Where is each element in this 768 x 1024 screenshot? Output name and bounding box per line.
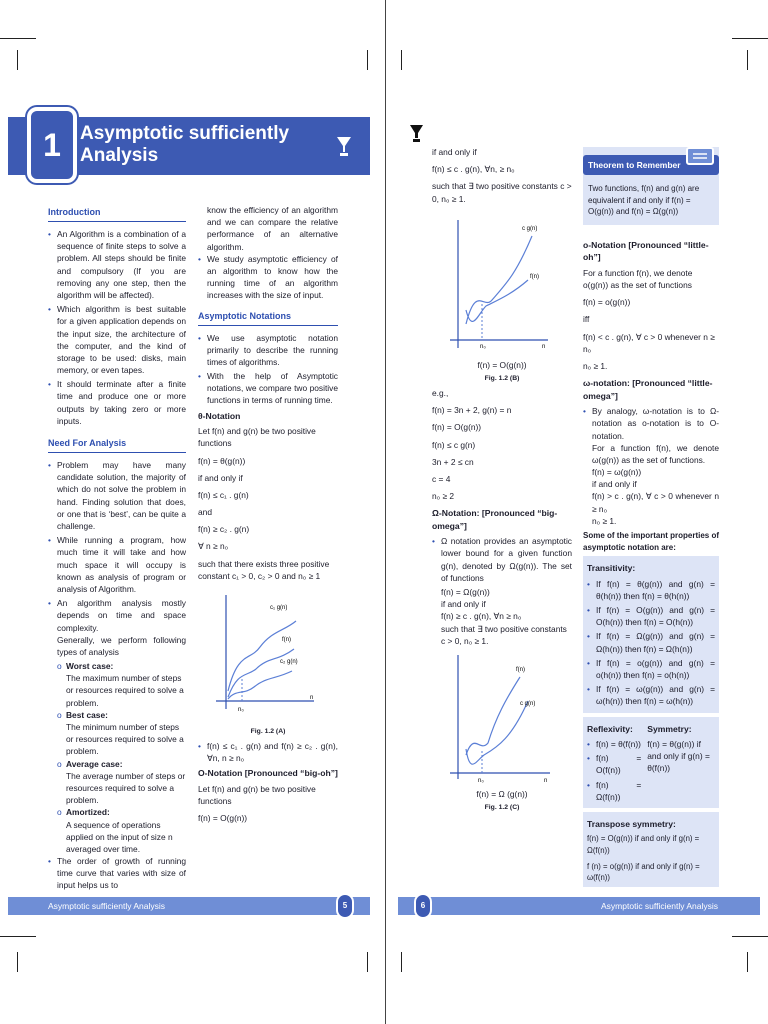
transitivity-box [583,556,719,712]
case-text: The average number of steps or resources required to solve a problem. [66,770,186,806]
list-item: • If f(n) = ω(g(n)) and g(n) = ω(h(n)) then f(n) = ω(h(n)) [596,683,715,707]
continued-text: know the efficiency of an algorithm and we can compare the relative performance of an alternative algorithm. [207,205,338,252]
note-icon [686,147,714,165]
list-item: • If f(n) = O(g(n)) and g(n) = O(h(n)) then f(n) = O(h(n)) [596,604,715,628]
notations-list [198,332,338,407]
case-best: o Best case: The minimum number of steps or resources required to solve a problem. [48,709,186,758]
label-fn: f(n) [516,666,525,673]
label-fn: f(n) [282,637,291,643]
page5-left-column [48,204,186,891]
figure-caption: Fig. 1.2 (B) [484,375,520,383]
label-n: n [544,777,548,784]
symmetry-text: f(n) = θ(g(n)) if and only if g(n) = θ(f(n)) [647,738,710,774]
list-item: • An Algorithm is a combination of a sequence of finite steps to solve a problem. All steps should be finite and compulsory (If you are removing any one step, then the algorithm will be affected). [57,228,186,301]
list-item: • We use asymptotic notation primarily to describe the running times of algorithms. [207,332,338,369]
list-item: • With the help of Asymptotic notations, we compare two positive functions in terms of running time. [207,370,338,407]
list-item [592,405,719,527]
little-omega-line: if and only if [592,479,637,490]
page6-right-column [583,236,720,883]
case-title: Worst case: [66,661,114,672]
omega-line: f(n) ≥ c . g(n), ∀n ≥ n₀ [441,611,522,622]
theta-line: ∀ n ≥ n₀ [198,541,229,552]
intro-heading: Introduction [48,206,186,222]
little-omega-line: For a function f(n), we denote ω(g(n)) as the set of functions. [592,442,719,465]
oh-line: Let f(n) and g(n) be two positive functions [198,783,316,807]
transpose-box [583,812,719,887]
case-title: Amortized: [66,807,110,818]
little-omega-line: f(n) = ω(g(n)) [592,467,642,478]
reflexivity-heading: Reflexivity: [587,723,633,734]
figure-big-omega [432,651,572,783]
case-title: Best case: [66,709,108,720]
list-item: • If f(n) = θ(g(n)) and g(n) = θ(h(n)) then f(n) = θ(h(n)) [596,578,715,602]
transpose-heading: Transpose symmetry: [587,818,676,829]
little-omega-line: f(n) > c . g(n), ∀ c > 0 whenever n ≥ n₀ [592,491,719,514]
transitivity-heading: Transitivity: [587,563,636,574]
study-list [198,253,338,302]
analysis-types-text: Generally, we perform following types of analysis [57,634,186,657]
omega-lines [432,586,572,647]
list-item: • It should terminate after a finite time and produce one or more outputs by taking zero or more inputs. [57,378,186,427]
reflexivity-group [587,720,641,805]
footer-title: Asymptotic sufficiently Analysis [48,901,165,911]
case-text: The maximum number of steps or resources required to solve a problem. [66,673,184,708]
page-number: 5 [336,893,354,919]
transitivity-list [587,578,715,708]
littleo-line: iff [583,314,590,325]
label-cg: c g(n) [520,700,536,707]
page6-left-column [432,146,572,878]
footer-title: Asymptotic sufficiently Analysis [601,901,718,911]
omega-list [432,535,572,584]
list-item: • f(n) ≤ c₁ . g(n) and f(n) ≥ c₂ . g(n), ∀n, n ≥ n₀ [207,740,338,764]
chapter-title [80,123,320,167]
list-item: • We study asymptotic efficiency of an algorithm to know how the running time of an algorithm increases with the size of input. [207,253,338,302]
figure-formula: f(n) = O(g(n)) [477,359,527,370]
theorem-title: Theorem to Remember [583,155,719,175]
label-n0: n₀ [478,777,484,784]
list-item: • The order of growth of running time curve that varies with size of input helps us to [57,855,186,892]
oh-cont-line: f(n) ≤ c . g(n), ∀n, ≥ n₀ [432,164,515,175]
case-average: o Average case: The average number of steps or resources required to solve a problem. [57,758,186,806]
theta-line: f(n) ≤ c₁ . g(n) [198,489,249,500]
transpose-line: f (n) = o(g(n)) if and only if g(n) = ω(f(n)) [587,861,700,883]
reflexivity-list [587,738,641,803]
transpose-line: f(n) = O(g(n)) if and only if g(n) = Ω(f(n)) [587,834,700,855]
example-line: f(n) = 3n + 2, g(n) = n [432,405,512,416]
chapter-title-line1: Asymptotic sufficiently [80,123,290,144]
funnel-icon [336,136,352,158]
need-heading: Need For Analysis [48,437,186,453]
figure-big-oh [432,214,572,354]
label-c2g: c₂ g(n) [280,659,298,665]
big-omega-heading: Ω-Notation: [Pronounced “big-omega”] [432,508,558,531]
list-item: • While running a program, how much time it will take and how much space it will occupy is known as analysis of program or analysis of Algorithm. [57,534,186,595]
list-item: • f(n) = Ω(f(n)) [596,779,641,803]
example-line: f(n) ≤ c g(n) [432,439,476,450]
label-n0: n₀ [238,707,244,713]
chapter-title-line2: Analysis [80,144,159,166]
list-item: • If f(n) = Ω(g(n)) and g(n) = Ω(h(n)) then f(n) = Ω(h(n)) [596,630,715,654]
oh-cont-line: such that ∃ two positive constants c > 0, n₀ ≥ 1. [432,181,572,204]
symmetry-group [647,720,715,805]
little-oh-heading: o-Notation [Pronounced “little-oh”] [583,240,709,263]
theta-line: if and only if [198,472,243,483]
list-item: • Ω notation provides an asymptotic lower bound for a given function g(n), denoted by Ω(g(n)). The set of functions [441,535,572,584]
page-number: 6 [414,893,432,919]
list-item [57,597,186,658]
growth-list [48,855,186,892]
list-item: • Problem may have many candidate solution, the majority of which do not solve the problem in hand. Finding solution that does, or one that is ‘best’, can be quite a challenge. [57,459,186,532]
figure-theta [198,591,338,719]
omega-line: if and only if [441,599,486,610]
little-omega-line: n₀ ≥ 1. [592,515,617,526]
example-line: c = 4 [432,473,451,484]
theta-heading: θ-Notation [198,410,241,421]
case-text: A sequence of operations applied on the input of size n averaged over time. [66,819,173,854]
footer-page6 [398,897,760,915]
littleo-line: f(n) = o(g(n)) [583,297,631,308]
little-omega-heading: ω-notation: [Pronounced “little-omega”] [583,378,713,401]
omega-line: f(n) = Ω(g(n)) [441,586,490,597]
list-item: • If f(n) = o(g(n)) and g(n) = o(h(n)) then f(n) = o(h(n)) [596,657,715,681]
littleo-line: f(n) < c . g(n), ∀ c > 0 whenever n ≥ n₀ [583,331,715,354]
example-line: n₀ ≥ 2 [432,491,455,502]
label-cg: c g(n) [522,225,538,232]
theta-line: and [198,507,212,518]
example-line: e.g., [432,387,449,398]
label-fn: f(n) [530,273,539,280]
oh-cont-line: if and only if [432,147,477,157]
figure-formula: f(n) = Ω (g(n)) [476,789,528,800]
label-n0: n₀ [480,343,486,350]
label-c1g: c₁ g(n) [270,605,288,611]
theta-line: f(n) ≥ c₂ . g(n) [198,524,250,535]
properties-heading: Some of the important properties of asymptotic notation are: [583,531,720,552]
footer-page5 [8,897,370,915]
example-line: f(n) = O(g(n)) [432,422,482,433]
funnel-icon-page6 [410,124,424,144]
page5-right-column [198,204,338,876]
reflexivity-symmetry-box [583,717,719,808]
littleo-line: For a function f(n), we denote o(g(n)) as the set of functions [583,267,693,291]
omega-line: such that ∃ two positive constants c > 0, n₀ ≥ 1. [441,623,567,646]
notations-heading: Asymptotic Notations [198,310,338,326]
list-item: • Which algorithm is best suitable for a given application depends on the input size, the architecture of the computer, and the kind of storage to be used: disks, main memory, or even tapes. [57,303,186,376]
case-amortized: o Amortized: A sequence of operations applied on the input of size n averaged over time. [48,806,186,855]
theta-line: such that there exists three positive constant c₁ > 0, c₂ > 0 and n₀ ≥ 1 [198,558,330,581]
symmetry-heading: Symmetry: [647,723,692,734]
case-text: The minimum number of steps or resources required to solve a problem. [66,722,184,757]
example-line: 3n + 2 ≤ cn [432,456,474,467]
figure-caption: Fig. 1.2 (C) [484,804,520,812]
big-oh-heading: O-Notation [Pronounced “big-oh”] [198,768,338,779]
oh-line: f(n) = O(g(n)) [198,813,248,824]
case-worst: o Worst case: The maximum number of steps or resources required to solve a problem. [48,660,186,709]
label-n: n [542,343,546,350]
list-item: • f(n) = θ(f(n)) [596,738,641,750]
need-list [48,459,186,658]
theta-summary-list [198,740,338,764]
theorem-box [583,147,719,225]
theta-line: f(n) = θ(g(n)) [198,455,246,466]
little-omega-list [583,405,719,527]
theorem-text: Two functions, f(n) and g(n) are equivalent if and only if f(n) = O(g(n)) and f(n) = Ω(g(n)) [588,184,700,217]
intro-list [48,228,186,427]
chapter-number: 1 [27,107,77,183]
theta-line: Let f(n) and g(n) be two positive functions [198,426,316,449]
littleo-line: n₀ ≥ 1. [583,361,608,372]
analysis-text: • An algorithm analysis mostly depends on time and space complexity. [57,598,186,633]
list-item: • f(n) = O(f(n)) [596,752,641,776]
figure-caption: Fig. 1.2 (A) [250,728,286,736]
case-title: Average case: [66,758,123,769]
label-n: n [310,695,314,701]
little-omega-text: • By analogy, ω-notation is to Ω-notation as o-notation is to O-notation. [592,406,719,441]
